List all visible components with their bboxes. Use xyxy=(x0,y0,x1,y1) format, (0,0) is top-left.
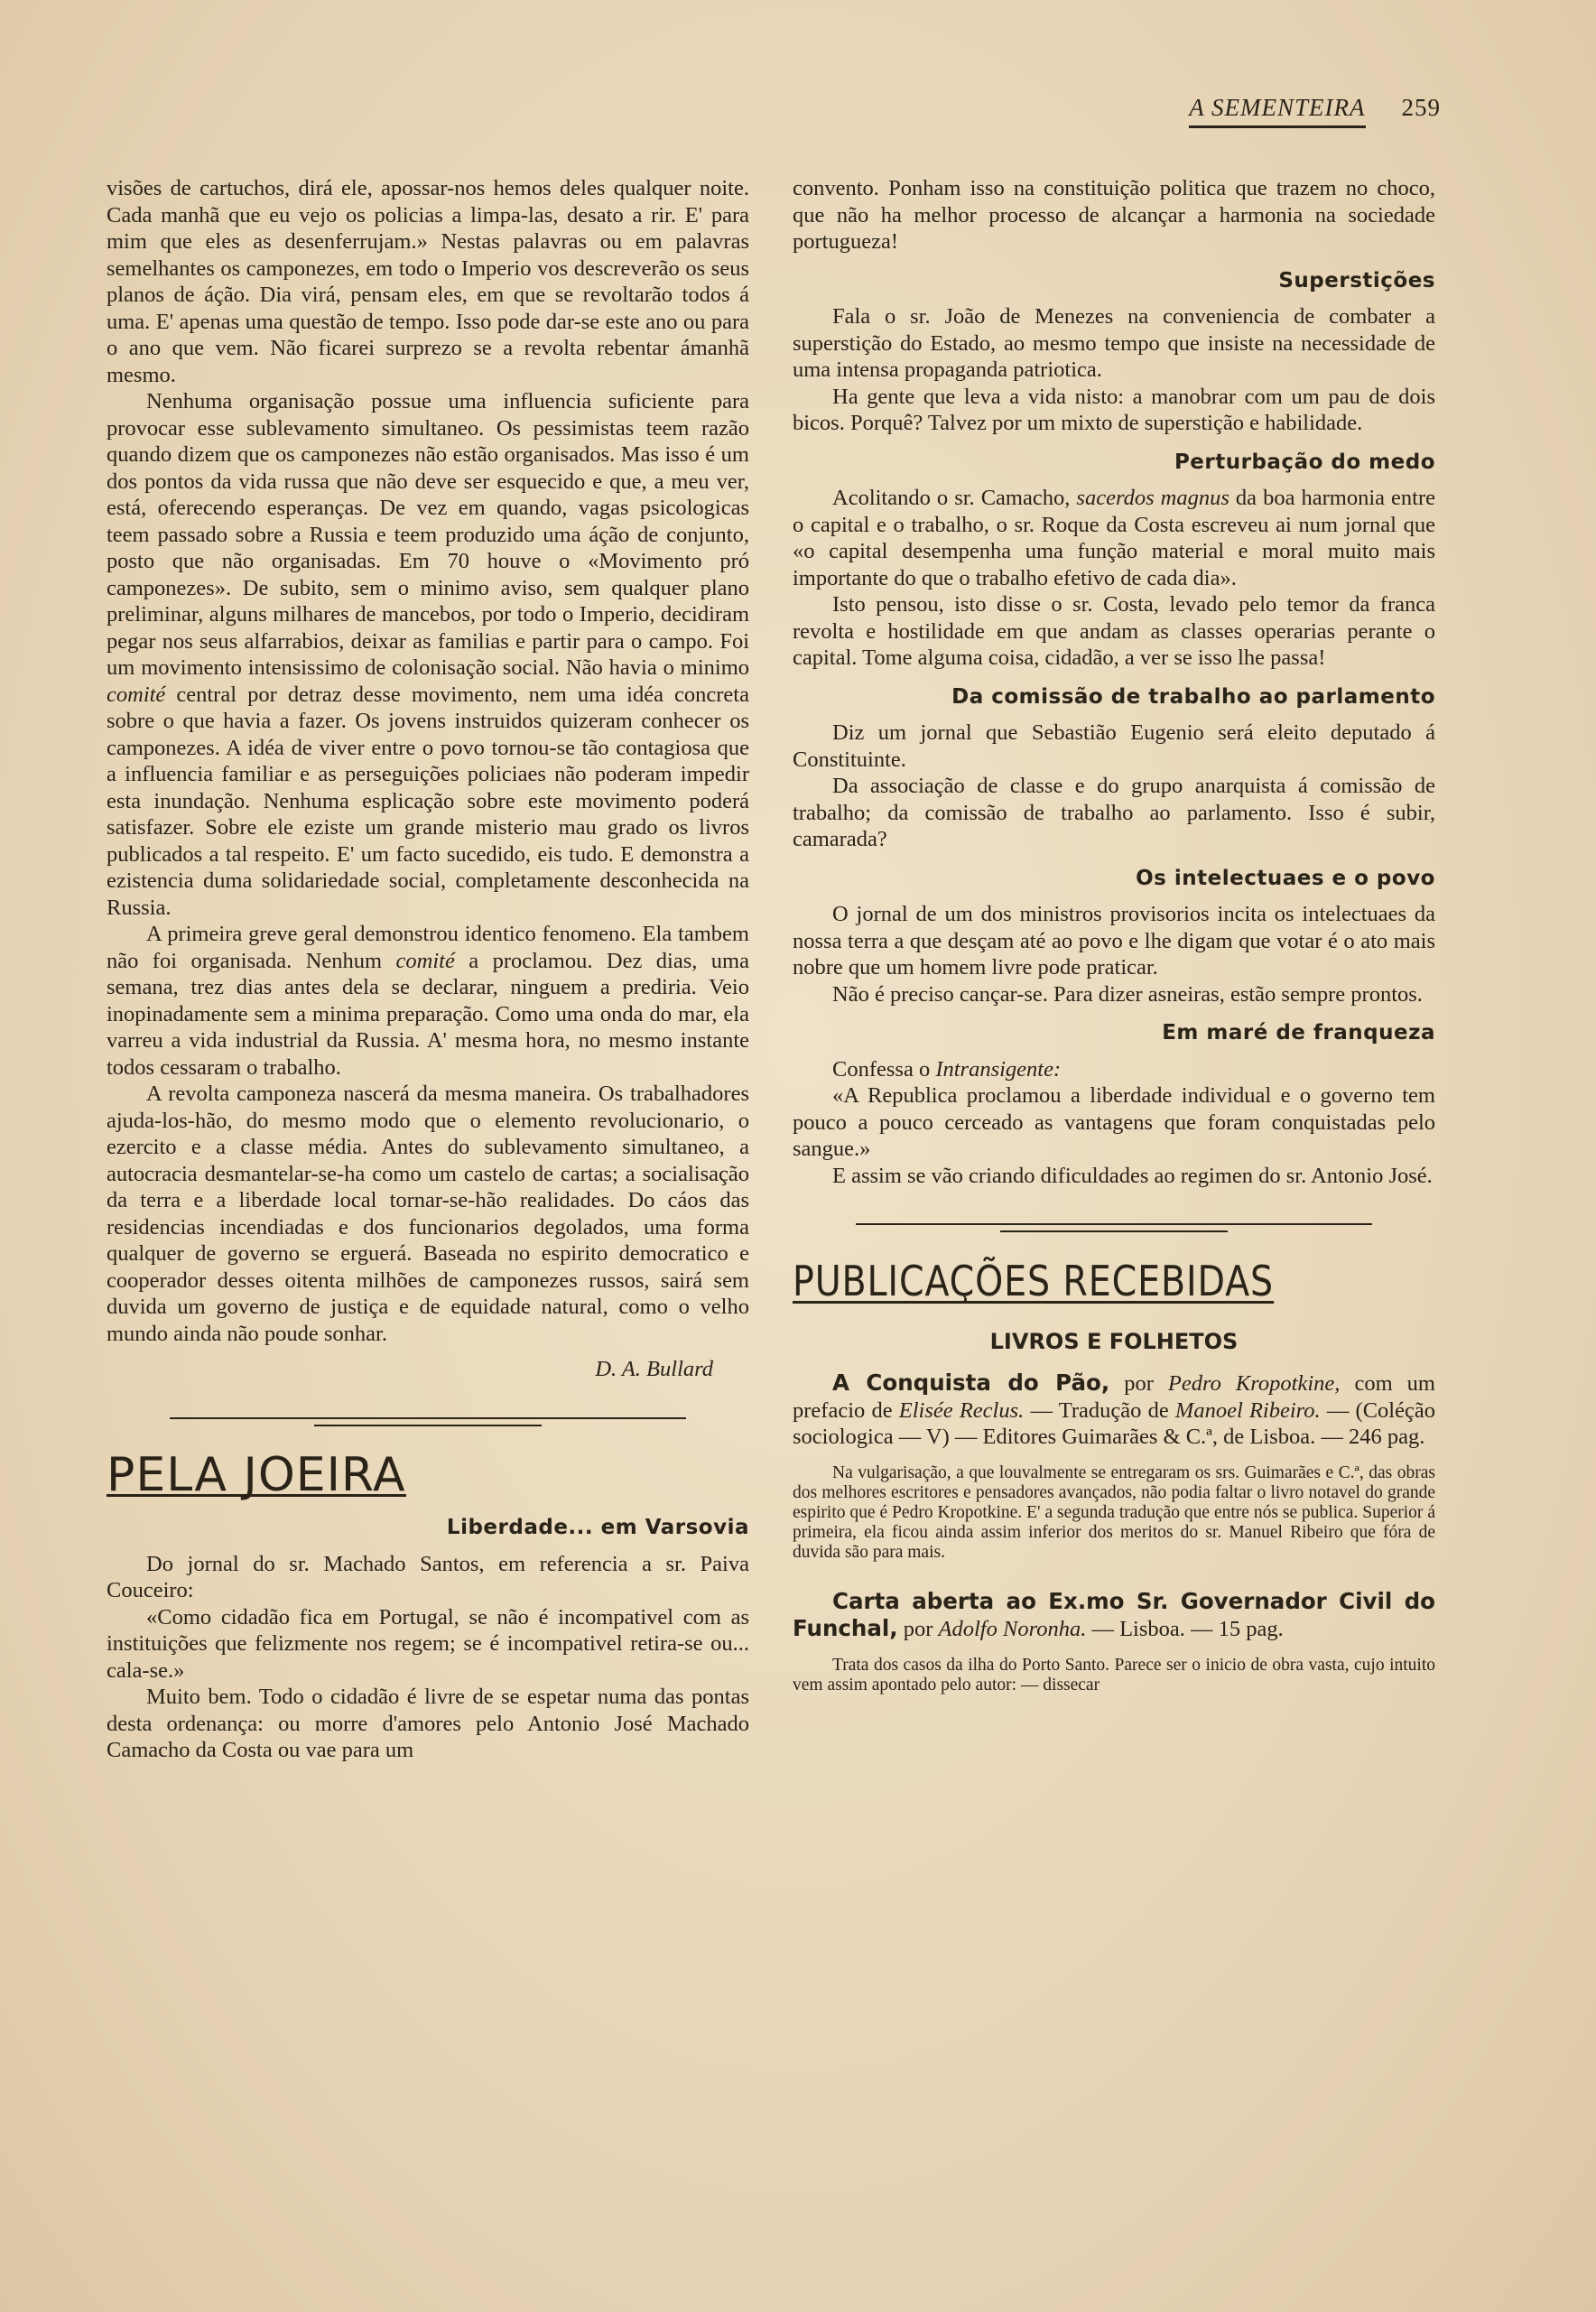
paragraph: Diz um jornal que Sebastião Eugenio será eleito deputado á Constituinte. xyxy=(793,720,1435,772)
publications-subtitle: LIVROS E FOLHETOS xyxy=(989,1328,1239,1354)
italic-term: comité xyxy=(395,948,455,973)
paragraph xyxy=(793,485,1435,591)
signature: D. A. Bullard xyxy=(595,1357,713,1381)
italic-term: comité xyxy=(107,682,166,707)
page-number: 259 xyxy=(1401,94,1441,121)
section-title: PELA JOEIRA xyxy=(107,1447,406,1502)
book-prefacer: Elisée Reclus. xyxy=(898,1397,1025,1423)
book-entry xyxy=(793,1370,1435,1451)
text-run: A primeira greve geral demonstrou identico fenomeno. Ela tambem não foi organisada. Nenhum xyxy=(107,922,749,973)
paragraph xyxy=(107,921,749,1081)
paragraph: Ha gente que leva a vida nisto: a manobrar com um pau de dois bicos. Porquê? Talvez por um mixto de superstição e habilidade. xyxy=(793,384,1435,435)
text-run: central por detraz desse movimento, nem uma idéa concreta sobre o que havia a fazer. Os jovens instruidos quizeram conhecer os camponezes. A idéa de viver entre o povo tornou-se tão contagiosa que a influencia familiar e as perseguições policiaes não poderam impedir esta inundação. Nenhuma esplicação sobre este movimento poderá satisfazer. Sobre ele eziste um grande misterio mau grado os livros publicados a tal respeito. E' um facto sucedido, eis tudo. E demonstra a ezistencia duma solidariedade social, completamente desconhecida na Russia. xyxy=(107,682,749,920)
paragraph: Do jornal do sr. Machado Santos, em referencia a sr. Paiva Couceiro: xyxy=(107,1551,749,1602)
text-run: Confessa o xyxy=(832,1056,931,1082)
heading-supersticoes: Superstições xyxy=(1278,268,1435,292)
text-run: a proclamou. Dez dias, uma semana, trez dias antes dela se declarar, ninguem a prediria. Veio inopinadamente sem a minima preparação. Como uma onda do mar, ela varreu a vida industrial da Russia. A' mesma hora, no mesmo instante todos cessaram o trabalho. xyxy=(107,948,749,1080)
publications-title: PUBLICAÇÕES RECEBIDAS xyxy=(793,1257,1274,1305)
quote: «A Republica proclamou a liberdade individual e o governo tem pouco a pouco cerceado as vantagens que foram conquistadas pelo sangue.» xyxy=(793,1083,1435,1161)
ornamental-rule xyxy=(793,1214,1435,1241)
book-title: Carta aberta ao Ex.mo Sr. Governador Civil do Funchal, xyxy=(793,1587,1435,1641)
text-run: — (Coléção sociologica — V) — Editores Guimarães & C.ª, de Lisboa. — 246 pag. xyxy=(793,1397,1435,1449)
text-run: Acolitando o sr. Camacho, xyxy=(832,486,1071,510)
paragraph: Da associação de classe e do grupo anarquista á comissão de trabalho; da comissão de trabalho ao parlamento. Isso é subir, camarada? xyxy=(793,774,1435,851)
ornamental-rule xyxy=(107,1408,749,1435)
text-run: com um prefacio de xyxy=(793,1371,1435,1423)
heading-perturbacao: Perturbação do medo xyxy=(1174,450,1435,474)
paragraph: Isto pensou, isto disse o sr. Costa, levado pelo temor da franca revolta e hostilidade em que andam as classes operarias perante o capital. Tome alguma coisa, cidadão, a ver se isso lhe passa! xyxy=(793,592,1435,670)
text-run: da boa harmonia entre o capital e o trabalho, o sr. Roque da Costa escreveu ai num jornal que «o capital desempenha uma função material e moral muito mais importante do que o trabalho efetivo de cada dia». xyxy=(793,486,1436,590)
heading-mare: Em maré de franqueza xyxy=(1162,1021,1435,1045)
left-column xyxy=(107,175,749,1764)
paragraph: Fala o sr. João de Menezes na conveniencia de combater a superstição do Estado, ao mesmo tempo que insiste na necessidade de uma intensa propaganda patriotica. xyxy=(793,304,1435,382)
paragraph xyxy=(107,388,749,921)
paragraph: A revolta camponeza nascerá da mesma maneira. Os trabalhadores ajuda-los-hão, do mesmo modo que o elemento revolucionario, o ezercito e a classe média. Antes do sublevamento simultaneo, a autocracia desmantelar-se-ha como um castelo de cartas; a socialisação da terra e a liberdade local tornar-se-hão realidades. Do cáos das residencias incendiadas e dos funcionarios degolados, uma forma qualquer de governo se erguerá. Baseada no espirito democratico e cooperador desses oitenta milhões de camponezes russos, sairá sem duvida um governo de justiça e de equidade natural, como o velho mundo ainda não poude sonhar. xyxy=(107,1082,749,1346)
running-head xyxy=(1189,94,1441,128)
book-author: Adolfo Noronha. xyxy=(938,1617,1087,1641)
paragraph: E assim se vão criando dificuldades ao regimen do sr. Antonio José. xyxy=(832,1163,1433,1188)
heading-intelectuaes: Os intelectuaes e o povo xyxy=(1136,866,1435,890)
book-note: Na vulgarisação, a que louvalmente se entregaram os srs. Guimarães e C.ª, das obras dos melhores escritores e pensadores avançados, não podia faltar o livro notavel do grande espirito que é Pedro Kropotkine. E' a segunda tradução que entre nós se publica. Superior á primeira, ela ficou ainda assim inferior dos meritos do sr. Manuel Ribeiro que fóra de duvida são para mais. xyxy=(793,1462,1435,1562)
book-entry xyxy=(793,1588,1435,1643)
text-run: por xyxy=(1109,1371,1168,1396)
text-run: — Tradução de xyxy=(1024,1397,1175,1423)
book-note: Trata dos casos da ilha do Porto Santo. Parece ser o inicio de obra vasta, cujo intuito vem assim apontado pelo autor: — dissecar xyxy=(793,1655,1435,1695)
journal-title: A SEMENTEIRA xyxy=(1189,94,1365,128)
book-translator: Manoel Ribeiro. xyxy=(1174,1397,1321,1423)
right-column xyxy=(793,175,1435,1695)
text-run: — Lisboa. — 15 pag. xyxy=(1086,1617,1284,1641)
text-run: Nenhuma organisação possue uma influencia suficiente para provocar esse sublevamento simultaneo. Os pessimistas teem razão quando dizem que os camponezes não estão organisados. Mas isso é um dos pontos da vida russa que não deve ser esquecido e que, a meu ver, está, oferecendo esperanças. De vez em quando, vagas psicologicas teem passado sobre a Russia e teem produzido uma áção de conjunto, posto que não organisadas. Em 70 houve o «Movimento pró camponezes». De subito, sem o minimo aviso, sem qualquer plano preliminar, alguns milhares de mancebos, por todo o Imperio, decidiram pegar nos seus alfarrabios, deixar as familias e partir para o campo. Foi um movimento intensissimo de colonisação social. Não havia o minimo xyxy=(107,389,749,680)
text-run: por xyxy=(897,1617,939,1641)
italic-term: Intransigente: xyxy=(935,1056,1062,1082)
book-title: A Conquista do Pão, xyxy=(832,1370,1110,1396)
paragraph: Muito bem. Todo o cidadão é livre de se espetar numa das pontas desta ordenança: ou morre d'amores pelo Antonio José Machado Camacho da Costa ou vae para um xyxy=(107,1685,749,1762)
italic-term: sacerdos magnus xyxy=(1076,486,1229,510)
heading-comissao: Da comissão de trabalho ao parlamento xyxy=(951,684,1435,709)
subsection-heading: Liberdade... em Varsovia xyxy=(446,1516,749,1539)
paragraph: O jornal de um dos ministros provisorios incita os intelectuaes da nossa terra a que desçam até ao povo e lhe digam que votar é o ato mais nobre que um homem livre pode praticar. xyxy=(793,902,1435,980)
book-author: Pedro Kropotkine, xyxy=(1167,1371,1341,1396)
paragraph xyxy=(793,1056,1435,1083)
quote: «Como cidadão fica em Portugal, se não é incompativel com as instituições que felizmente nos regem; se é incompativel retira-se ou... cala-se.» xyxy=(107,1604,749,1683)
paragraph: Não é preciso cançar-se. Para dizer asneiras, estão sempre prontos. xyxy=(832,981,1423,1007)
paragraph: convento. Ponham isso na constituição politica que trazem no choco, que não ha melhor processo de alcançar a harmonia na sociedade portugueza! xyxy=(793,176,1435,254)
paragraph: visões de cartuchos, dirá ele, apossar-nos hemos deles qualquer noite. Cada manhã que eu vejo os policias a limpa-las, desato a rir. E' para mim que eles as desenferrujam.» Nestas palavras ou em palavras semelhantes os camponezes, em todo o Imperio vos descreverão os seus planos de áção. Dia virá, pensam eles, em que se revoltarão todos á uma. E' apenas uma questão de tempo. Isso pode dar-se este ano ou para o ano que vem. Não ficarei surprezo se a revolta rebentar ámanhã mesmo. xyxy=(107,176,749,387)
